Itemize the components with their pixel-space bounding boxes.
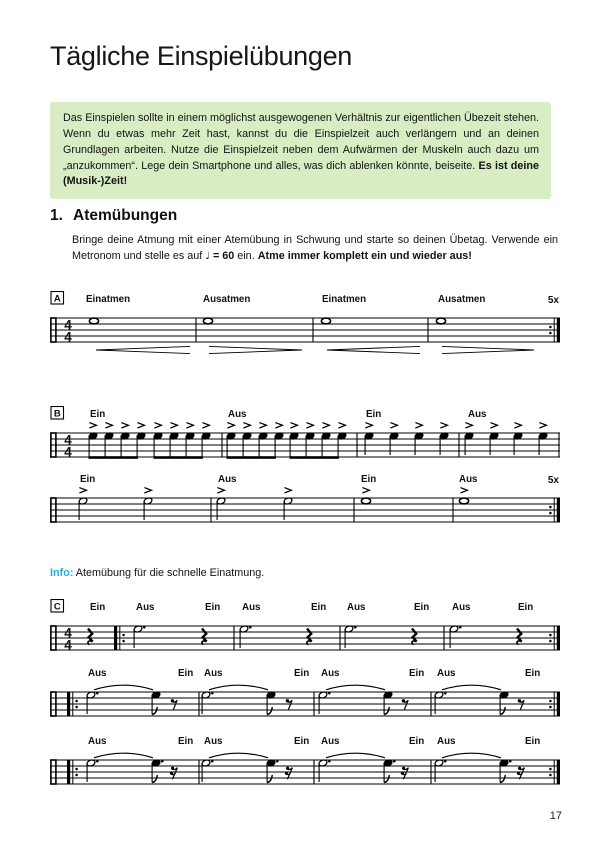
section-letter: B (53, 408, 61, 420)
page-title: Tägliche Einspielübungen (50, 41, 353, 71)
svg-text:4: 4 (64, 329, 72, 345)
breath-label: Ein (294, 736, 310, 747)
breath-label: Aus (437, 736, 456, 747)
breath-label: Aus (88, 736, 107, 747)
section-letter: A (53, 293, 61, 305)
breath-label: Aus (468, 409, 487, 420)
svg-text:4: 4 (64, 432, 72, 448)
breath-label: Aus (218, 474, 237, 485)
exercise-system-b2 (50, 471, 560, 534)
breath-label: Ein (178, 668, 194, 679)
breath-label: Aus (88, 668, 107, 679)
breath-label: Aus (242, 602, 261, 613)
breath-label: Ein (414, 602, 430, 613)
breath-label: Ein (90, 602, 106, 613)
section-paragraph (72, 232, 558, 264)
breath-label: Ein (409, 736, 425, 747)
svg-text:4: 4 (64, 444, 72, 460)
breath-label: Aus (136, 602, 155, 613)
breath-label: Ein (525, 668, 541, 679)
staff-a (50, 291, 560, 357)
section-title: Atemübungen (73, 207, 178, 224)
section-letter: C (53, 601, 61, 613)
tempo-marking: = 60 (209, 250, 235, 263)
info-text: Atemübung für die schnelle Einatmung. (73, 567, 265, 579)
paragraph-text: Bringe deine Atmung mit einer Atemübung in Schwung und starte so deinen Übetag. Verwende ein Metronom und stelle es auf (72, 234, 558, 263)
staff-c1 (50, 599, 560, 657)
breath-label: Aus (437, 668, 456, 679)
breath-label: Aus (321, 668, 340, 679)
intro-box (50, 102, 551, 199)
breath-label: Aus (228, 409, 247, 420)
breath-label: Ein (90, 409, 106, 420)
breath-label: Aus (452, 602, 471, 613)
staff-c2 (50, 665, 560, 723)
section-number: 1. (50, 207, 63, 224)
breath-label: Ein (366, 409, 382, 420)
breath-label: Einatmen (86, 294, 131, 305)
exercise-system-b1 (50, 406, 560, 469)
exercise-system-c3 (50, 733, 560, 796)
paragraph-text-bold: Atme immer komplett ein und wieder aus! (257, 250, 472, 263)
repeat-count-label: 5x (547, 295, 559, 306)
svg-text:4: 4 (64, 317, 72, 333)
breath-label: Ausatmen (438, 294, 486, 305)
breath-label: Ein (294, 668, 310, 679)
breath-label: Ein (178, 736, 194, 747)
repeat-count-label: 5x (547, 475, 559, 486)
breath-label: Ein (361, 474, 377, 485)
staff-c3 (50, 733, 560, 791)
info-label: Info: (50, 567, 74, 579)
breath-label: Einatmen (322, 294, 367, 305)
staff-b1 (50, 406, 560, 464)
svg-text:4: 4 (64, 637, 72, 653)
breath-label: Aus (459, 474, 478, 485)
breath-label: Aus (347, 602, 366, 613)
intro-text-bold: Es ist deine (Musik-)Zeit! (63, 159, 539, 188)
breath-label: Ein (525, 736, 541, 747)
page-number: 17 (549, 810, 562, 822)
breath-label: Ein (518, 602, 534, 613)
paragraph-text-mid: ein. (234, 250, 258, 263)
breath-label: Ein (311, 602, 327, 613)
staff-b2 (50, 471, 560, 529)
exercise-system-c1 (50, 599, 560, 662)
breath-label: Ein (205, 602, 221, 613)
svg-text:4: 4 (64, 625, 72, 641)
exercise-system-a (50, 291, 560, 362)
intro-text: Das Einspielen sollte in einem möglichst ausgewogenen Verhältnis zur eigentlichen Übezeit stehen. Wenn du etwas mehr Zeit hast, kannst du die Einspielzeit auch verlängern und an deinen Grundlagen arbeiten. Nutze die Einspielzeit neben dem Aufwärmen der Muskeln auch dazu um „anzukommen“. Lege dein Smartphone und alles, was dich ablenken könnte, beiseite. (63, 112, 539, 172)
breath-label: Ausatmen (203, 294, 251, 305)
breath-label: Aus (321, 736, 340, 747)
info-note (50, 567, 264, 579)
breath-label: Aus (204, 668, 223, 679)
breath-label: Ein (409, 668, 425, 679)
section-heading (50, 207, 177, 225)
exercise-system-c2 (50, 665, 560, 728)
quarter-note-icon: ♩ (205, 251, 210, 263)
breath-label: Aus (204, 736, 223, 747)
breath-label: Ein (80, 474, 96, 485)
